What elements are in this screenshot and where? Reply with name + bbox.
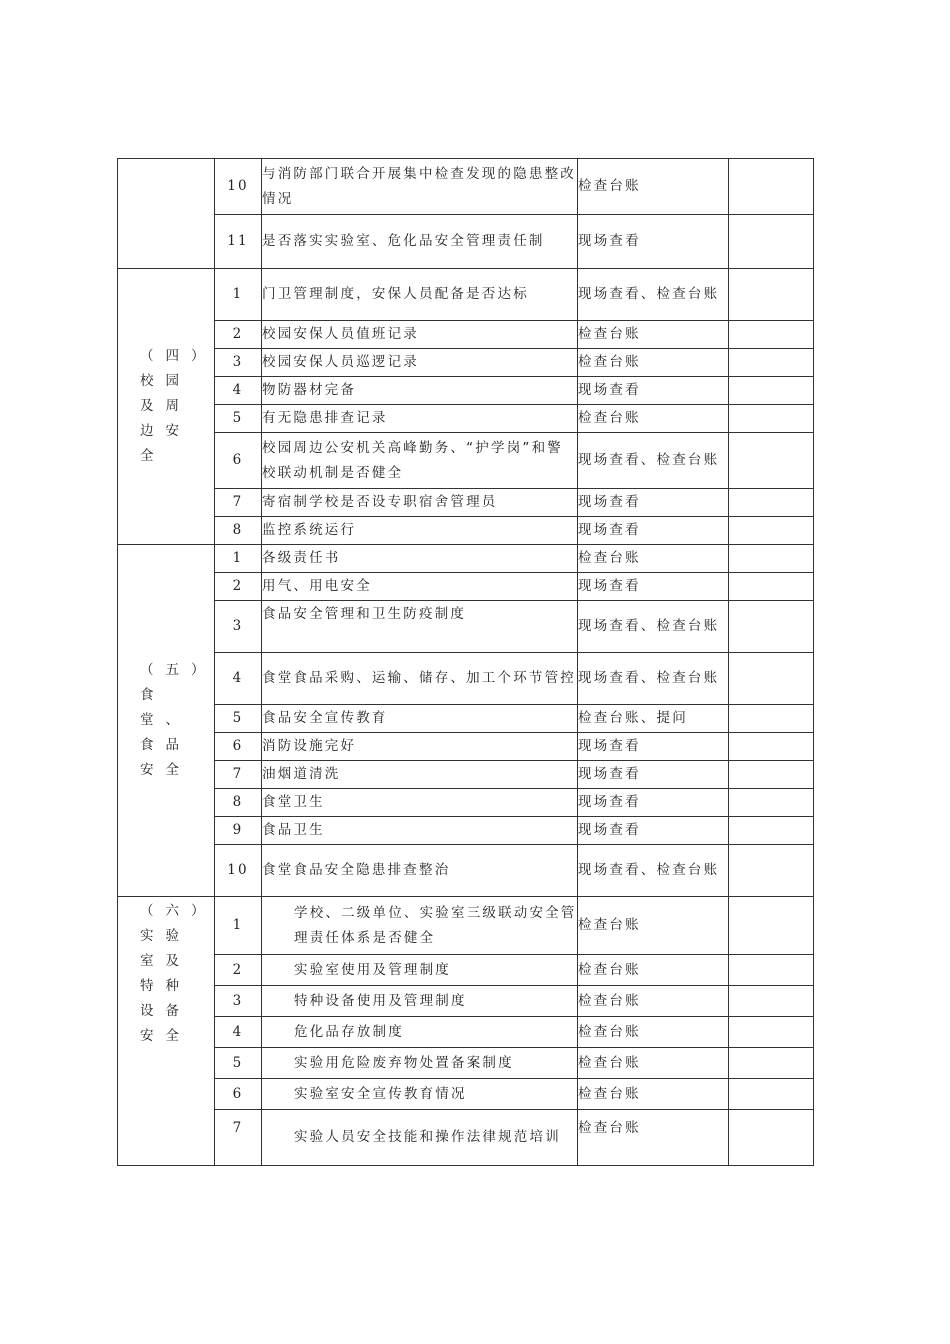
remark-cell (729, 377, 814, 405)
check-method: 现场查看、检查台账 (578, 601, 729, 653)
check-item: 食堂食品安全隐患排查整治 (262, 845, 578, 897)
category-cell: （四）校园及周边安全 (118, 269, 215, 545)
remark-cell (729, 986, 814, 1017)
row-number: 7 (215, 761, 262, 789)
check-item: 校园周边公安机关高峰勤务、“护学岗”和警校联动机制是否健全 (262, 433, 578, 489)
table-row (118, 817, 814, 845)
row-number: 1 (215, 545, 262, 573)
table-row (118, 955, 814, 986)
row-number: 7 (215, 1110, 262, 1166)
check-item: 食品安全宣传教育 (262, 705, 578, 733)
check-item: 实验室使用及管理制度 (262, 955, 578, 986)
table-row (118, 1110, 814, 1166)
row-number: 2 (215, 321, 262, 349)
remark-cell (729, 955, 814, 986)
row-number: 11 (215, 215, 262, 269)
remark-cell (729, 1017, 814, 1048)
remark-cell (729, 845, 814, 897)
check-method: 检查台账 (578, 955, 729, 986)
table-row (118, 705, 814, 733)
check-item: 门卫管理制度，安保人员配备是否达标 (262, 269, 578, 321)
check-item: 实验室安全宣传教育情况 (262, 1079, 578, 1110)
check-method: 现场查看 (578, 377, 729, 405)
remark-cell (729, 761, 814, 789)
check-item: 危化品存放制度 (262, 1017, 578, 1048)
row-number: 4 (215, 1017, 262, 1048)
check-item: 校园安保人员巡逻记录 (262, 349, 578, 377)
row-number: 1 (215, 897, 262, 955)
table-row (118, 1079, 814, 1110)
check-method: 检查台账 (578, 1048, 729, 1079)
check-method: 检查台账 (578, 1110, 729, 1166)
table-row (118, 545, 814, 573)
remark-cell (729, 517, 814, 545)
table-row (118, 159, 814, 215)
remark-cell (729, 705, 814, 733)
check-item: 消防设施完好 (262, 733, 578, 761)
row-number: 2 (215, 955, 262, 986)
row-number: 5 (215, 1048, 262, 1079)
check-item: 各级责任书 (262, 545, 578, 573)
check-method: 检查台账 (578, 349, 729, 377)
check-method: 现场查看 (578, 817, 729, 845)
remark-cell (729, 1048, 814, 1079)
check-method: 检查台账 (578, 545, 729, 573)
check-method: 现场查看、检查台账 (578, 269, 729, 321)
table-row (118, 377, 814, 405)
row-number: 5 (215, 405, 262, 433)
check-method: 现场查看、检查台账 (578, 653, 729, 705)
row-number: 9 (215, 817, 262, 845)
row-number: 10 (215, 159, 262, 215)
table-row (118, 986, 814, 1017)
table-row (118, 1048, 814, 1079)
remark-cell (729, 159, 814, 215)
remark-cell (729, 573, 814, 601)
table-row (118, 789, 814, 817)
table-row (118, 433, 814, 489)
check-item: 特种设备使用及管理制度 (262, 986, 578, 1017)
row-number: 6 (215, 433, 262, 489)
check-item: 油烟道清洗 (262, 761, 578, 789)
table-row (118, 215, 814, 269)
row-number: 4 (215, 653, 262, 705)
category-cell (118, 159, 215, 269)
table-row (118, 489, 814, 517)
remark-cell (729, 405, 814, 433)
check-method: 检查台账 (578, 897, 729, 955)
remark-cell (729, 653, 814, 705)
remark-cell (729, 1110, 814, 1166)
check-method: 现场查看 (578, 789, 729, 817)
check-method: 现场查看、检查台账 (578, 433, 729, 489)
check-method: 检查台账、提问 (578, 705, 729, 733)
row-number: 3 (215, 986, 262, 1017)
check-item: 寄宿制学校是否设专职宿舍管理员 (262, 489, 578, 517)
row-number: 8 (215, 517, 262, 545)
remark-cell (729, 733, 814, 761)
check-item: 食堂食品采购、运输、储存、加工个环节管控 (262, 653, 578, 705)
row-number: 8 (215, 789, 262, 817)
row-number: 6 (215, 733, 262, 761)
table-row (118, 405, 814, 433)
row-number: 2 (215, 573, 262, 601)
check-item: 与消防部门联合开展集中检查发现的隐患整改情况 (262, 159, 578, 215)
remark-cell (729, 433, 814, 489)
check-method: 检查台账 (578, 159, 729, 215)
table-row (118, 321, 814, 349)
check-method: 现场查看 (578, 573, 729, 601)
row-number: 3 (215, 349, 262, 377)
check-method: 现场查看 (578, 517, 729, 545)
remark-cell (729, 215, 814, 269)
row-number: 4 (215, 377, 262, 405)
row-number: 3 (215, 601, 262, 653)
row-number: 1 (215, 269, 262, 321)
check-method: 现场查看、检查台账 (578, 845, 729, 897)
check-method: 现场查看 (578, 733, 729, 761)
table-row (118, 517, 814, 545)
remark-cell (729, 489, 814, 517)
check-item: 用气、用电安全 (262, 573, 578, 601)
remark-cell (729, 897, 814, 955)
check-item: 学校、二级单位、实验室三级联动安全管理责任体系是否健全 (262, 897, 578, 955)
remark-cell (729, 1079, 814, 1110)
check-item: 校园安保人员值班记录 (262, 321, 578, 349)
remark-cell (729, 269, 814, 321)
check-method: 检查台账 (578, 1017, 729, 1048)
table-row (118, 845, 814, 897)
category-cell: （六）实验室及特种设备安全 (118, 897, 215, 1166)
remark-cell (729, 789, 814, 817)
check-item: 监控系统运行 (262, 517, 578, 545)
check-item: 食品卫生 (262, 817, 578, 845)
check-item: 实验用危险废弃物处置备案制度 (262, 1048, 578, 1079)
table-row (118, 1017, 814, 1048)
check-method: 现场查看 (578, 215, 729, 269)
remark-cell (729, 349, 814, 377)
remark-cell (729, 817, 814, 845)
check-item: 是否落实实验室、危化品安全管理责任制 (262, 215, 578, 269)
row-number: 6 (215, 1079, 262, 1110)
check-item: 食堂卫生 (262, 789, 578, 817)
table-row (118, 601, 814, 653)
table-row (118, 653, 814, 705)
row-number: 7 (215, 489, 262, 517)
remark-cell (729, 321, 814, 349)
check-item: 有无隐患排查记录 (262, 405, 578, 433)
safety-check-table (117, 158, 814, 1166)
check-method: 检查台账 (578, 1079, 729, 1110)
table-row (118, 269, 814, 321)
table-row (118, 349, 814, 377)
table-row (118, 573, 814, 601)
check-method: 检查台账 (578, 321, 729, 349)
remark-cell (729, 545, 814, 573)
check-method: 现场查看 (578, 761, 729, 789)
table-row (118, 897, 814, 955)
table-row (118, 733, 814, 761)
check-item: 实验人员安全技能和操作法律规范培训 (262, 1110, 578, 1166)
remark-cell (729, 601, 814, 653)
check-item: 食品安全管理和卫生防疫制度 (262, 601, 578, 653)
table-row (118, 761, 814, 789)
check-method: 检查台账 (578, 986, 729, 1017)
check-item: 物防器材完备 (262, 377, 578, 405)
check-method: 现场查看 (578, 489, 729, 517)
category-cell: （五）食堂、食品安全 (118, 545, 215, 897)
check-method: 检查台账 (578, 405, 729, 433)
row-number: 5 (215, 705, 262, 733)
row-number: 10 (215, 845, 262, 897)
